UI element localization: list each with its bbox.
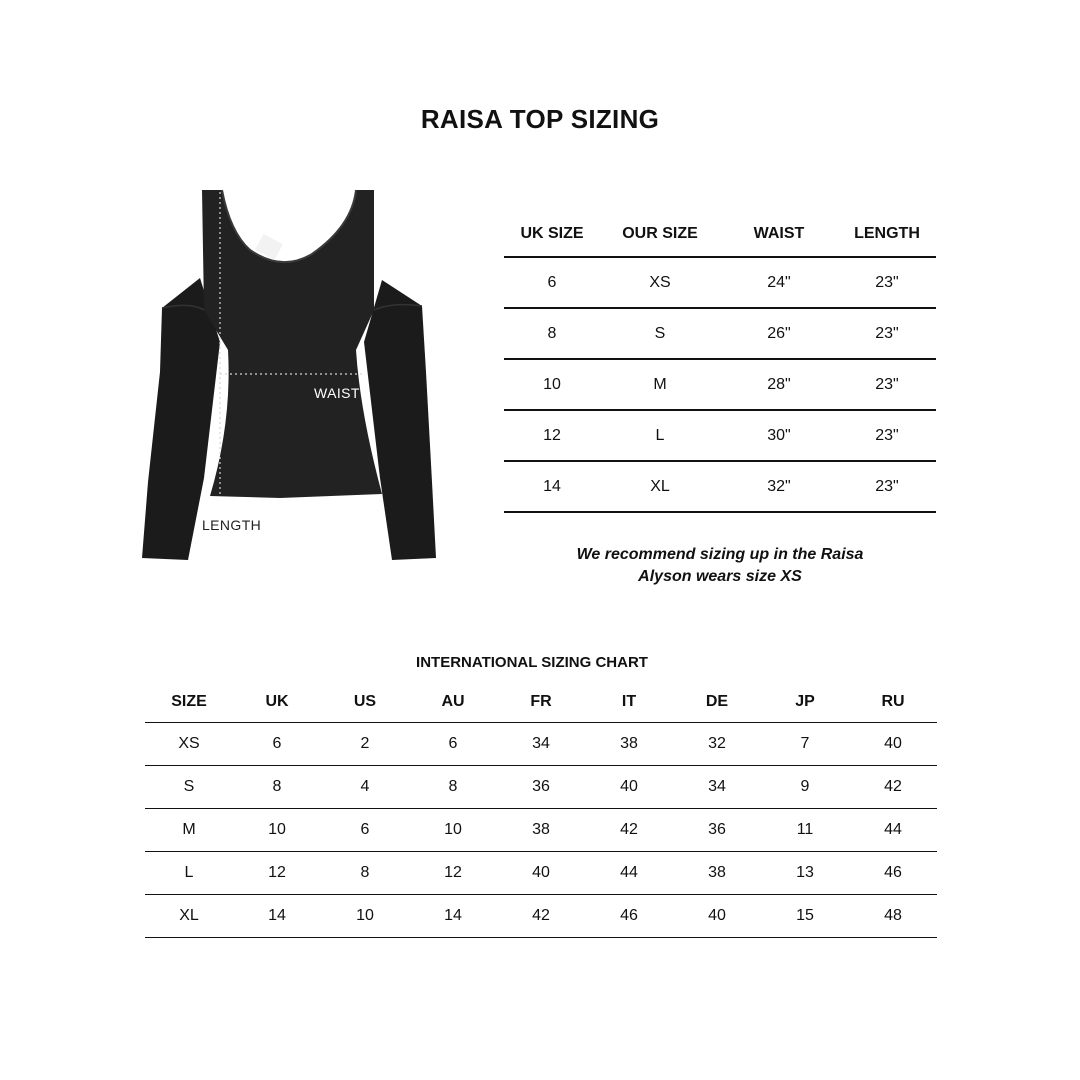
cell-uk-size: 8 [504,308,600,359]
cell: 4 [321,766,409,809]
cell-our-size: XL [600,461,720,512]
cell: 42 [849,766,937,809]
cell-length: 23" [838,308,936,359]
cell-waist: 26" [720,308,838,359]
cell-our-size: L [600,410,720,461]
cell: 10 [409,809,497,852]
fit-note [504,544,936,588]
cell: M [145,809,233,852]
cell: S [145,766,233,809]
header-ru: RU [849,682,937,723]
cell: 40 [673,895,761,938]
cell: XL [145,895,233,938]
cell-our-size: M [600,359,720,410]
header-uk-size: UK SIZE [504,212,600,257]
table-row [504,359,936,410]
intl-header-row [145,682,937,723]
cell: 48 [849,895,937,938]
waist-measure-label: WAIST [314,385,360,401]
cell: 8 [321,852,409,895]
cell: 36 [497,766,585,809]
cell: 46 [849,852,937,895]
header-uk: UK [233,682,321,723]
table-row [504,410,936,461]
header-fr: FR [497,682,585,723]
cell-waist: 28" [720,359,838,410]
table-row [504,308,936,359]
cell: 38 [585,723,673,766]
cell: 40 [849,723,937,766]
cell-length: 23" [838,461,936,512]
cell: 8 [233,766,321,809]
cell-uk-size: 10 [504,359,600,410]
cell: 2 [321,723,409,766]
cell: 14 [409,895,497,938]
cell-length: 23" [838,410,936,461]
header-our-size: OUR SIZE [600,212,720,257]
cell-our-size: S [600,308,720,359]
intl-sizing-table [145,682,937,938]
table-row [504,257,936,308]
cell: 7 [761,723,849,766]
cell: 14 [233,895,321,938]
cell: 6 [321,809,409,852]
garment-illustration [130,182,450,572]
header-waist: WAIST [720,212,838,257]
cell: 8 [409,766,497,809]
table-row [145,852,937,895]
header-jp: JP [761,682,849,723]
cell: 15 [761,895,849,938]
cell: 6 [409,723,497,766]
table-row [504,461,936,512]
cell-uk-size: 12 [504,410,600,461]
cell: L [145,852,233,895]
cell-uk-size: 6 [504,257,600,308]
cell-waist: 32" [720,461,838,512]
cell: 6 [233,723,321,766]
cell: 44 [849,809,937,852]
cell: 34 [673,766,761,809]
length-measure-label: LENGTH [202,517,262,533]
cell-our-size: XS [600,257,720,308]
cell: 42 [585,809,673,852]
cold-shoulder-top-image [130,182,450,572]
intl-chart-title: INTERNATIONAL SIZING CHART [416,654,648,671]
table-row [145,723,937,766]
cell-waist: 24" [720,257,838,308]
cell-waist: 30" [720,410,838,461]
cell-uk-size: 14 [504,461,600,512]
fit-note-line-2: Alyson wears size XS [638,568,802,585]
cell: 42 [497,895,585,938]
cell: 46 [585,895,673,938]
cell: 12 [409,852,497,895]
size-table [504,212,936,513]
header-au: AU [409,682,497,723]
cell: 9 [761,766,849,809]
table-row [145,766,937,809]
cell-length: 23" [838,359,936,410]
cell: 13 [761,852,849,895]
header-us: US [321,682,409,723]
cell: 34 [497,723,585,766]
cell: 32 [673,723,761,766]
header-size: SIZE [145,682,233,723]
cell: 40 [497,852,585,895]
header-it: IT [585,682,673,723]
cell: XS [145,723,233,766]
cell: 11 [761,809,849,852]
cell: 12 [233,852,321,895]
cell: 38 [497,809,585,852]
page-title: RAISA TOP SIZING [420,104,660,134]
cell: 40 [585,766,673,809]
cell: 36 [673,809,761,852]
header-length: LENGTH [838,212,936,257]
table-row [145,895,937,938]
cell: 44 [585,852,673,895]
cell: 10 [321,895,409,938]
cell: 10 [233,809,321,852]
fit-note-line-1: We recommend sizing up in the Raisa [576,546,864,563]
table-row [145,809,937,852]
header-de: DE [673,682,761,723]
size-table-header-row [504,212,936,257]
cell: 38 [673,852,761,895]
cell-length: 23" [838,257,936,308]
